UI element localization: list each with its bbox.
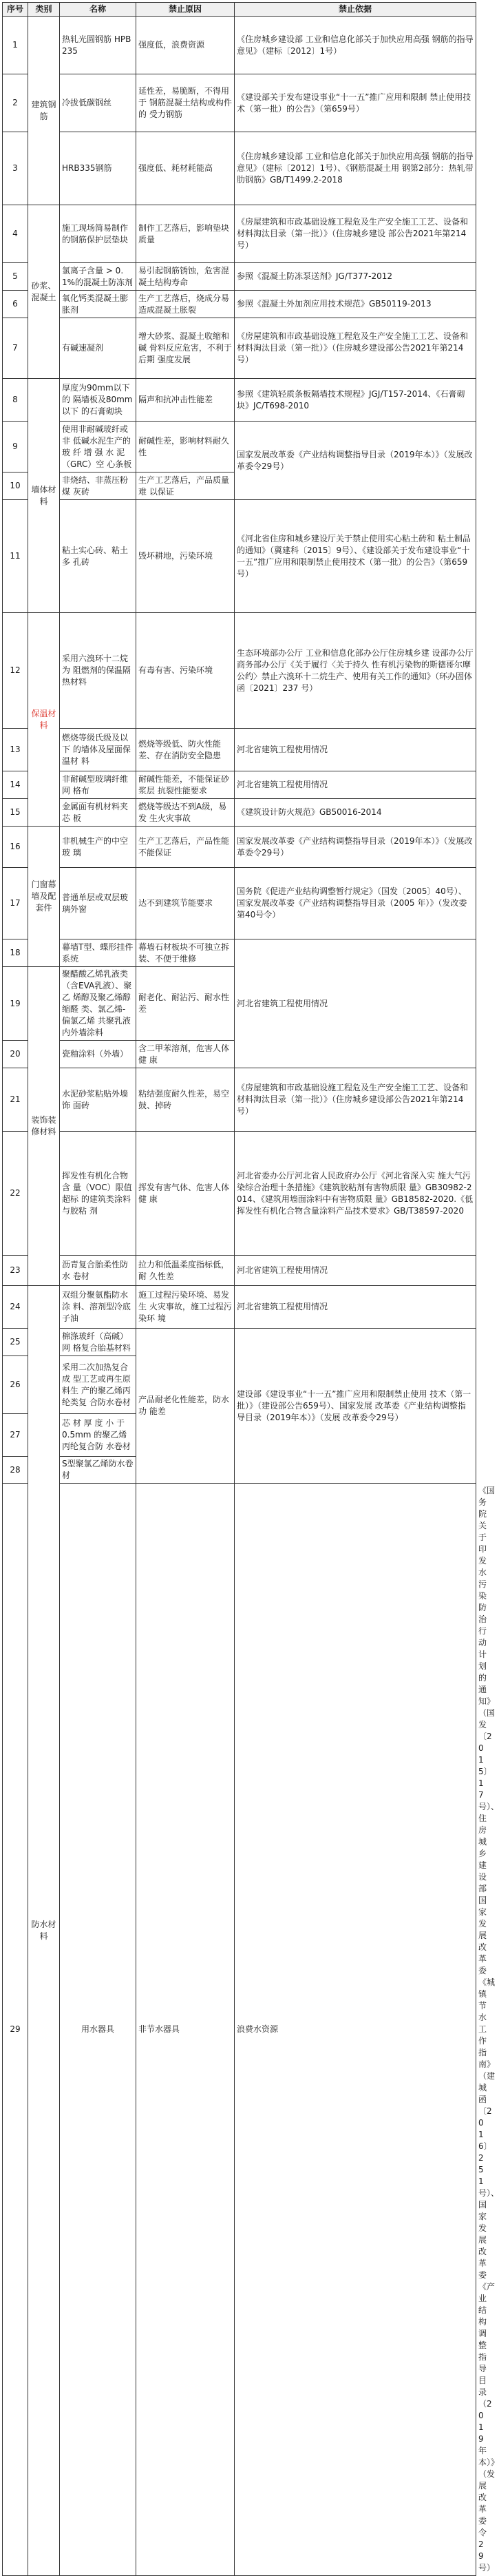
item-reason: 隔声和抗冲击性能差 bbox=[136, 379, 235, 422]
table-row bbox=[3, 939, 476, 967]
row-no: 1 bbox=[3, 17, 28, 74]
item-basis: 《住房城乡建设部 工业和信息化部关于加快应用高强 钢筋的指导意见》（建标〔2012〕1号） bbox=[235, 17, 476, 74]
table-row bbox=[3, 868, 476, 939]
item-name: 氯离子含量 > 0.1%的混凝土防冻剂 bbox=[60, 263, 136, 291]
item-basis: 河北省建筑工程使用情况 bbox=[235, 1286, 476, 1329]
item-name: 燃烧等级氏级及以下 的墙体及屋面保温材 料 bbox=[60, 729, 136, 771]
item-reason: 施工过程污染环境、易发生 火灾事故，施工过程污染环 境 bbox=[136, 1286, 235, 1329]
category-cell: 防水材料 bbox=[28, 1286, 60, 2576]
item-name: 瓷釉涂料（外墙） bbox=[60, 1041, 136, 1068]
item-name: 非烧结、非蒸压粉煤 灰砖 bbox=[60, 472, 136, 500]
row-no: 4 bbox=[3, 205, 28, 263]
row-no: 8 bbox=[3, 379, 28, 422]
header-name: 名称 bbox=[60, 3, 136, 17]
item-basis: 河北省建筑工程使用情况 bbox=[235, 771, 476, 799]
table-header-row bbox=[3, 3, 476, 17]
table-row bbox=[3, 827, 476, 868]
table-row bbox=[3, 729, 476, 771]
table-row bbox=[3, 613, 476, 729]
row-no: 2 bbox=[3, 74, 28, 132]
row-no: 16 bbox=[3, 827, 28, 868]
item-reason: 毁坏耕地，污染环境 bbox=[136, 500, 235, 613]
table-row bbox=[3, 1068, 476, 1132]
item-name: 施工现场简易制作的钢筋保护层垫块 bbox=[60, 205, 136, 263]
table-row bbox=[3, 500, 476, 613]
table-row bbox=[3, 291, 476, 318]
category-cell: 建筑钢筋 bbox=[28, 17, 60, 205]
row-no: 6 bbox=[3, 291, 28, 318]
row-no: 7 bbox=[3, 318, 28, 379]
category-cell: 用水器具 bbox=[60, 1484, 136, 2576]
item-name: 挥发性有机化合物含 量（VOC）限值超标 的建筑类涂料与胶粘 剂 bbox=[60, 1132, 136, 1256]
item-reason: 有毒有害、污染环境 bbox=[136, 613, 235, 729]
item-basis: 河北省建筑工程使用情况 bbox=[235, 729, 476, 771]
item-reason: 生产工艺落后，产品质量难 以保证 bbox=[136, 472, 235, 500]
row-no: 25 bbox=[3, 1329, 28, 1356]
row-no: 20 bbox=[3, 1041, 28, 1068]
row-no: 13 bbox=[3, 729, 28, 771]
table-row bbox=[3, 799, 476, 827]
item-name: 采用六溴环十二烷为 阻燃剂的保温隔热材料 bbox=[60, 613, 136, 729]
item-reason: 耐碱性能差，不能保证砂浆层 抗裂性能要求 bbox=[136, 771, 235, 799]
table-row bbox=[3, 74, 476, 132]
row-no: 5 bbox=[3, 263, 28, 291]
item-name: 普通单层或双层玻璃外窗 bbox=[60, 868, 136, 939]
item-basis: 国家发展改革委《产业结构调整指导目录（2019年本）》（发展改革委令29号） bbox=[235, 422, 476, 500]
item-reason: 耐碱性差，影响材料耐久性 bbox=[136, 422, 235, 472]
row-no: 23 bbox=[3, 1256, 28, 1286]
row-no: 10 bbox=[3, 472, 28, 500]
table-row bbox=[3, 771, 476, 799]
table-row bbox=[3, 263, 476, 291]
item-basis: 建设部《建设事业“十一五”推广应用和限制禁止使用 技术（第一批）》（建设部公告659号）、国家发展 改革委《产业结构调整指导目录（2019年本）》（发展 改革委令29号） bbox=[235, 1329, 476, 1484]
table-row bbox=[3, 17, 476, 74]
category-cell: 墙体材料 bbox=[28, 379, 60, 613]
item-basis: 《建设部关于发布建设事业“十一五”推广应用和限制 禁止使用技术（第一批）的公告》（第659号） bbox=[235, 74, 476, 132]
item-reason: 增大砂浆、混凝土收缩和碱 骨料反应危害，不利于后期 强度发展 bbox=[136, 318, 235, 379]
item-reason: 制作工艺落后，影响垫块质量 bbox=[136, 205, 235, 263]
item-basis: 河北省委办公厅河北省人民政府办公厅《河北省深入实 施大气污染综合治理十条措施》《建筑胶粘剂有害物质限 量》GB30982-2014、《建筑用墙面涂料中有害物质限 量》GB18582-2020.《低挥发性有机化合物含量涂料产品技术要求》GB/T38597-2020 bbox=[235, 1132, 476, 1256]
item-reason: 强度低，浪费资源 bbox=[136, 17, 235, 74]
item-reason: 延性差，易脆断，不得用于 钢筋混凝土结构或构件的 受力钢筋 bbox=[136, 74, 235, 132]
table-row bbox=[3, 1286, 476, 1329]
item-reason: 生产工艺落后，产品性能不能保证 bbox=[136, 827, 235, 868]
item-name: 沥青复合胎柔性防水 卷材 bbox=[60, 1256, 136, 1286]
row-no: 21 bbox=[3, 1068, 28, 1132]
header-reason: 禁止原因 bbox=[136, 3, 235, 17]
header-category: 类别 bbox=[28, 3, 60, 17]
item-reason: 产品耐老化性能差，防水功 能差 bbox=[136, 1329, 235, 1484]
table-row bbox=[3, 379, 476, 422]
table-row bbox=[3, 205, 476, 263]
table-row bbox=[3, 132, 476, 205]
table-row bbox=[3, 318, 476, 379]
item-reason: 浪费水资源 bbox=[235, 1484, 476, 2576]
category-cell: 门窗幕墙及配套件 bbox=[28, 827, 60, 967]
row-no: 26 bbox=[3, 1356, 28, 1414]
item-name: 芯 材 厚 度 小 于 0.5mm 的聚乙烯丙纶复合防 水卷材 bbox=[60, 1414, 136, 1457]
row-no: 15 bbox=[3, 799, 28, 827]
category-cell: 砂浆、混凝土 bbox=[28, 205, 60, 379]
item-name: 厚度为90mm以下的 隔墙板及80mm以下 的石膏砌块 bbox=[60, 379, 136, 422]
item-basis: 参照《建筑轻质条板隔墙技术规程》JGJ/T157-2014、《石膏砌块》JC/T698-2010 bbox=[235, 379, 476, 422]
item-basis: 《房屋建筑和市政基础设施工程危及生产安全施工工艺、设备和材料淘汰目录（第一批）》（住房城乡建设部公告2021年第214号） bbox=[235, 318, 476, 379]
item-name: 使用非耐碱玻纤或非 低碱水泥生产的玻 纤 增 强 水 泥（GRC）空 心条板 bbox=[60, 422, 136, 472]
item-reason: 强度低、耗材耗能高 bbox=[136, 132, 235, 205]
item-basis: 国家发展改革委《产业结构调整指导目录（2019年本）》（发展改革委令29号） bbox=[235, 827, 476, 868]
item-name: 金属面有机材料夹芯 板 bbox=[60, 799, 136, 827]
category-cell: 保温材料 bbox=[28, 613, 60, 827]
item-name: 热轧光圆钢筋 HPB235 bbox=[60, 17, 136, 74]
item-name: 聚醋酸乙烯乳液类（含EVA乳液）、聚乙 烯醇及聚乙烯醇缩醛 类、氯乙烯-偏氯乙烯 共聚乳液内外墙涂料 bbox=[60, 967, 136, 1041]
item-name: S型聚氯乙烯防水卷材 bbox=[60, 1457, 136, 1484]
item-name: 非耐碱型玻璃纤维网 格布 bbox=[60, 771, 136, 799]
item-basis: 参照《混凝土防冻泵送剂》JG/T377-2012 bbox=[235, 263, 476, 291]
item-name: 双组分聚氨酯防水涂 料、溶剂型冷底子油 bbox=[60, 1286, 136, 1329]
table-row bbox=[3, 1132, 476, 1256]
header-no: 序号 bbox=[3, 3, 28, 17]
row-no: 17 bbox=[3, 868, 28, 939]
row-no: 12 bbox=[3, 613, 28, 729]
item-basis: 《房屋建筑和市政基础设施工程危及生产安全施工工艺、设备和材料淘汰目录（第一批）》（住房城乡建设部公告2021年第214号） bbox=[235, 1068, 476, 1132]
item-reason: 含二甲苯溶剂，危害人体健 康 bbox=[136, 1041, 235, 1068]
row-no: 22 bbox=[3, 1132, 28, 1256]
item-basis: 《住房城乡建设部 工业和信息化部关于加快应用高强 钢筋的指导意见》（建标〔2012〕1号）、《钢筋混凝土用 钢第2部分：热轧带肋钢筋》GB/T1499.2-2018 bbox=[235, 132, 476, 205]
item-basis: 《河北省住房和城乡建设厅关于禁止使用实心粘土砖和 粘土制品的通知》（冀建科〔2015〕9号）、《建设部关于发布建设事业“十一五”推广应用和限制禁止使用技术（第一批）的公告》（第659号） bbox=[235, 500, 476, 613]
row-no: 19 bbox=[3, 967, 28, 1041]
item-basis: 《房屋建筑和市政基础设施工程危及生产安全施工工艺、设备和材料淘汰目录（第一批）》（住房城乡建设 部公告2021年第214号） bbox=[235, 205, 476, 263]
table-row: 29 用水器具 非节水器具 浪费水资源 《国务院关于印发水污染防治行动计划的通知》（国发〔2015〕17号）、住房城乡建设部国家发展改革委《城镇节水工作指南》（建城函〔2016〕251号）、国家发展改革委《产业结构调整指导目录（2019年本）》（发展改革委令29号） bbox=[3, 1484, 476, 2576]
row-no: 27 bbox=[3, 1414, 28, 1457]
item-name: 采用二次加热复合成 型工艺或再生原料生 产的聚乙烯丙纶类复 合防水卷材 bbox=[60, 1356, 136, 1414]
item-name: 非机械生产的中空玻 璃 bbox=[60, 827, 136, 868]
item-basis: 生态环境部办公厅 工业和信息化部办公厅住房城乡建 设部办公厅 商务部办公厅《关于履行〈关于持久 性有机污染物的斯德哥尔摩公约〉禁止六溴环十二烷生产、使用有关工作的通知》（环办固体函〔2021〕237 号） bbox=[235, 613, 476, 729]
item-name: 幕墙T型、蝶形挂件系统 bbox=[60, 939, 136, 967]
row-no: 29 bbox=[3, 1484, 28, 2576]
item-reason: 易引起钢筋锈蚀，危害混凝土结构寿命 bbox=[136, 263, 235, 291]
row-no: 3 bbox=[3, 132, 28, 205]
item-basis: 河北省建筑工程使用情况 bbox=[235, 939, 476, 1068]
row-no: 24 bbox=[3, 1286, 28, 1329]
item-reason: 生产工艺落后，烧成分易造成混凝土胀裂 bbox=[136, 291, 235, 318]
row-no: 14 bbox=[3, 771, 28, 799]
item-reason: 耐老化、耐沾污、耐水性差 bbox=[136, 967, 235, 1041]
table-row bbox=[3, 422, 476, 472]
item-name: 非节水器具 bbox=[136, 1484, 235, 2576]
category-cell: 装饰装修材料 bbox=[28, 967, 60, 1286]
item-basis: 河北省建筑工程使用情况 bbox=[235, 1256, 476, 1286]
row-no: 11 bbox=[3, 500, 28, 613]
item-name: 水泥砂浆粘贴外墙饰 面砖 bbox=[60, 1068, 136, 1132]
item-name: 棉涤玻纤（高碱）网 格复合胎基材料 bbox=[60, 1329, 136, 1356]
item-name: HRB335钢筋 bbox=[60, 132, 136, 205]
item-reason: 粘结强度耐久性差，易空鼓、掉砖 bbox=[136, 1068, 235, 1132]
item-reason: 达不到建筑节能要求 bbox=[136, 868, 235, 939]
prohibited-materials-table bbox=[2, 2, 499, 2576]
item-name: 冷拔低碳钢丝 bbox=[60, 74, 136, 132]
item-name: 氧化钙类混凝土膨胀剂 bbox=[60, 291, 136, 318]
item-basis: 参照《混凝土外加剂应用技术规范》GB50119-2013 bbox=[235, 291, 476, 318]
item-reason: 燃烧等级低、防火性能差、存在消防安全隐患 bbox=[136, 729, 235, 771]
item-reason: 拉力和低温柔度指标低，耐 久性差 bbox=[136, 1256, 235, 1286]
row-no: 28 bbox=[3, 1457, 28, 1484]
item-name: 有碱速凝剂 bbox=[60, 318, 136, 379]
table-row bbox=[3, 1256, 476, 1286]
row-no: 18 bbox=[3, 939, 28, 967]
item-basis: 国务院《促进产业结构调整暂行规定》（国发〔2005〕40号）、国家发展改革委《产业结构调整指导目录（2005 年）》（发改委第40号令） bbox=[235, 868, 476, 939]
item-basis: 《建筑设计防火规范》GB50016-2014 bbox=[235, 799, 476, 827]
item-reason: 幕墙石材板块不可独立拆装、不便于维修 bbox=[136, 939, 235, 967]
row-no: 9 bbox=[3, 422, 28, 472]
item-reason: 挥发有害气体、危害人体健 康 bbox=[136, 1132, 235, 1256]
header-basis: 禁止依据 bbox=[235, 3, 476, 17]
table-row bbox=[3, 1329, 476, 1356]
item-reason: 燃烧等级达不到A级，易发 生火灾事故 bbox=[136, 799, 235, 827]
item-name: 粘土实心砖、粘土多 孔砖 bbox=[60, 500, 136, 613]
